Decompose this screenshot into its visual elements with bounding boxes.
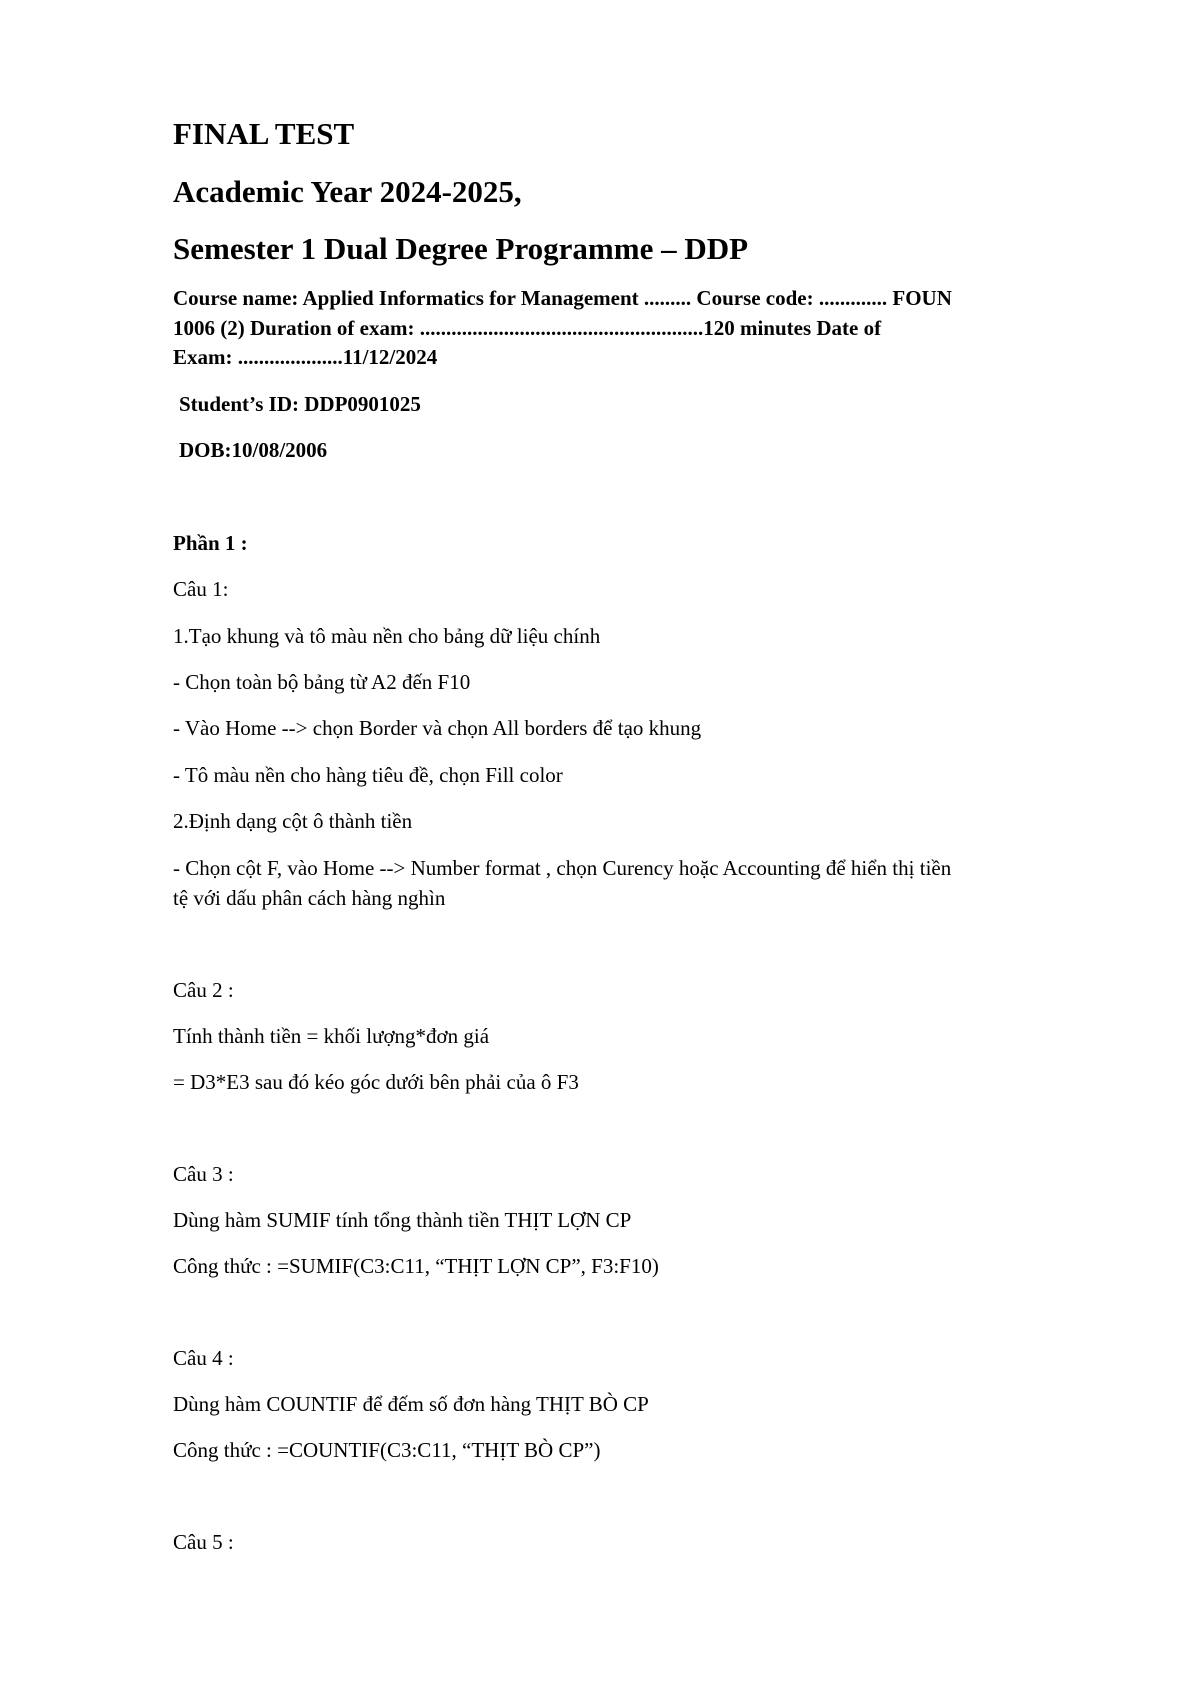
question-4-line: Công thức : =COUNTIF(C3:C11, “THỊT BÒ CP”) <box>173 1438 601 1462</box>
question-1-line: - Chọn toàn bộ bảng từ A2 đến F10 <box>173 670 471 694</box>
question-1-line: 1.Tạo khung và tô màu nền cho bảng dữ liệu chính <box>173 624 601 648</box>
question-1-line: - Tô màu nền cho hàng tiêu đề, chọn Fill color <box>173 763 563 787</box>
question-2-label: Câu 2 : <box>173 978 234 1002</box>
question-1-line: - Chọn cột F, vào Home --> Number format , chọn Curency hoặc Accounting để hiển thị tiền <box>173 856 952 880</box>
question-1-line: 2.Định dạng cột ô thành tiền <box>173 809 413 833</box>
question-1-label: Câu 1: <box>173 577 229 601</box>
question-1-line: tệ với dấu phân cách hàng nghìn <box>173 886 446 910</box>
question-1-line: - Vào Home --> chọn Border và chọn All borders để tạo khung <box>173 716 702 740</box>
question-3-line: Dùng hàm SUMIF tính tổng thành tiền THỊT LỢN CP <box>173 1208 632 1232</box>
question-4-line: Dùng hàm COUNTIF để đếm số đơn hàng THỊT BÒ CP <box>173 1392 649 1416</box>
question-2-line: Tính thành tiền = khối lượng*đơn giá <box>173 1024 490 1048</box>
academic-year: Academic Year 2024-2025, <box>173 174 522 209</box>
document-title: FINAL TEST <box>173 116 355 151</box>
question-2-line: = D3*E3 sau đó kéo góc dưới bên phải của ô F3 <box>173 1070 579 1094</box>
question-3-line: Công thức : =SUMIF(C3:C11, “THỊT LỢN CP”, F3:F10) <box>173 1254 659 1278</box>
course-info-line-1: Course name: Applied Informatics for Management ......... Course code: ............. FOUN <box>173 286 952 310</box>
question-4-label: Câu 4 : <box>173 1346 234 1370</box>
student-id: Student’s ID: DDP0901025 <box>179 392 421 416</box>
course-info-line-2: 1006 (2) Duration of exam: ......................................................120 minutes Date of <box>173 316 882 340</box>
semester-heading: Semester 1 Dual Degree Programme – DDP <box>173 231 749 266</box>
question-5-label: Câu 5 : <box>173 1530 234 1554</box>
date-of-birth: DOB:10/08/2006 <box>179 438 328 462</box>
course-info-line-3: Exam: ....................11/12/2024 <box>173 345 438 369</box>
part-heading: Phần 1 : <box>173 531 248 555</box>
question-3-label: Câu 3 : <box>173 1162 234 1186</box>
